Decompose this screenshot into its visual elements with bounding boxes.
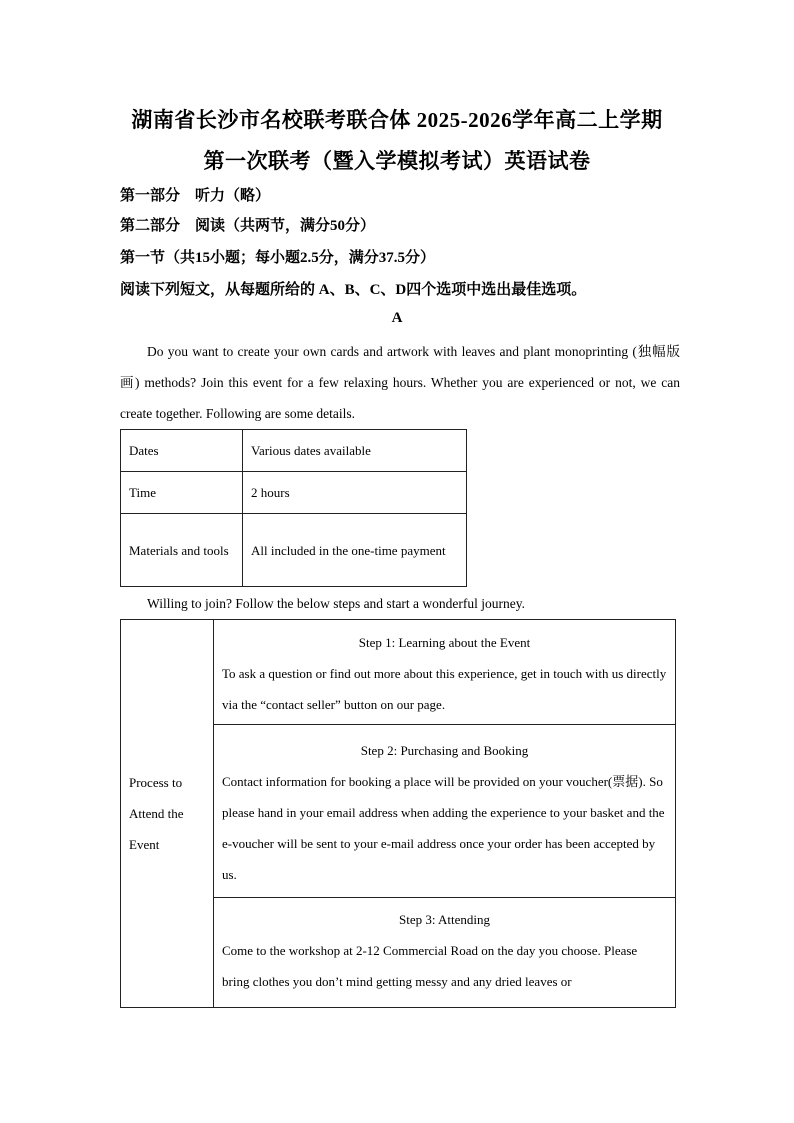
intro-paragraph: Do you want to create your own cards and artwork with leaves and plant monoprinting (独幅版画) methods? Join this event for a few relaxing hours. Whether you are experienced or not, we can create together. Following are some details. xyxy=(120,344,680,421)
step-2-cell xyxy=(214,725,676,898)
step-1-body: To ask a question or find out more about this experience, get in touch with us directly via the “contact seller” button on our page. xyxy=(222,665,667,712)
section-part-1: 第一部分 听力（略） xyxy=(120,188,271,204)
step-3-cell xyxy=(214,898,676,1008)
table-row xyxy=(121,514,467,587)
step-2-body: Contact information for booking a place will be provided on your voucher(票据). So please hand in your email address when adding the experience to your basket and the e-voucher will be sent to your e-mail address once your order has been accepted by us. xyxy=(222,773,665,882)
process-label: Process to Attend the Event xyxy=(121,620,214,1008)
exam-title-line-2: 第一次联考（暨入学模拟考试）英语试卷 xyxy=(203,149,591,173)
info-value-dates: Various dates available xyxy=(243,430,467,472)
event-info-table xyxy=(120,429,467,587)
step-3-heading: Step 3: Attending xyxy=(399,912,490,927)
exam-title-line-1: 湖南省长沙市名校联考联合体 2025-2026学年高二上学期 xyxy=(131,108,663,132)
info-label-dates: Dates xyxy=(121,430,243,472)
step-3-body: Come to the workshop at 2-12 Commercial Road on the day you choose. Please bring clothes you don’t mind getting messy and any dried leaves or xyxy=(222,943,638,989)
info-value-time: 2 hours xyxy=(243,472,467,514)
info-label-materials: Materials and tools xyxy=(121,514,243,587)
info-label-time: Time xyxy=(121,472,243,514)
reading-instruction: 阅读下列短文，从每题所给的 A、B、C、D四个选项中选出最佳选项。 xyxy=(120,282,587,298)
step-1-heading: Step 1: Learning about the Event xyxy=(358,634,531,650)
info-value-materials: All included in the one-time payment xyxy=(243,514,467,587)
process-steps-table xyxy=(120,619,676,1008)
section-subsection-1: 第一节（共15小题；每小题2.5分，满分37.5分） xyxy=(120,250,436,266)
step-1-cell xyxy=(214,620,676,725)
table-row xyxy=(121,472,467,514)
section-part-2: 第二部分 阅读（共两节，满分50分） xyxy=(120,218,376,234)
join-paragraph: Willing to join? Follow the below steps and start a wonderful journey. xyxy=(147,596,526,611)
passage-letter: A xyxy=(391,310,403,326)
table-row xyxy=(121,620,676,725)
table-row xyxy=(121,430,467,472)
step-2-heading: Step 2: Purchasing and Booking xyxy=(360,742,529,758)
